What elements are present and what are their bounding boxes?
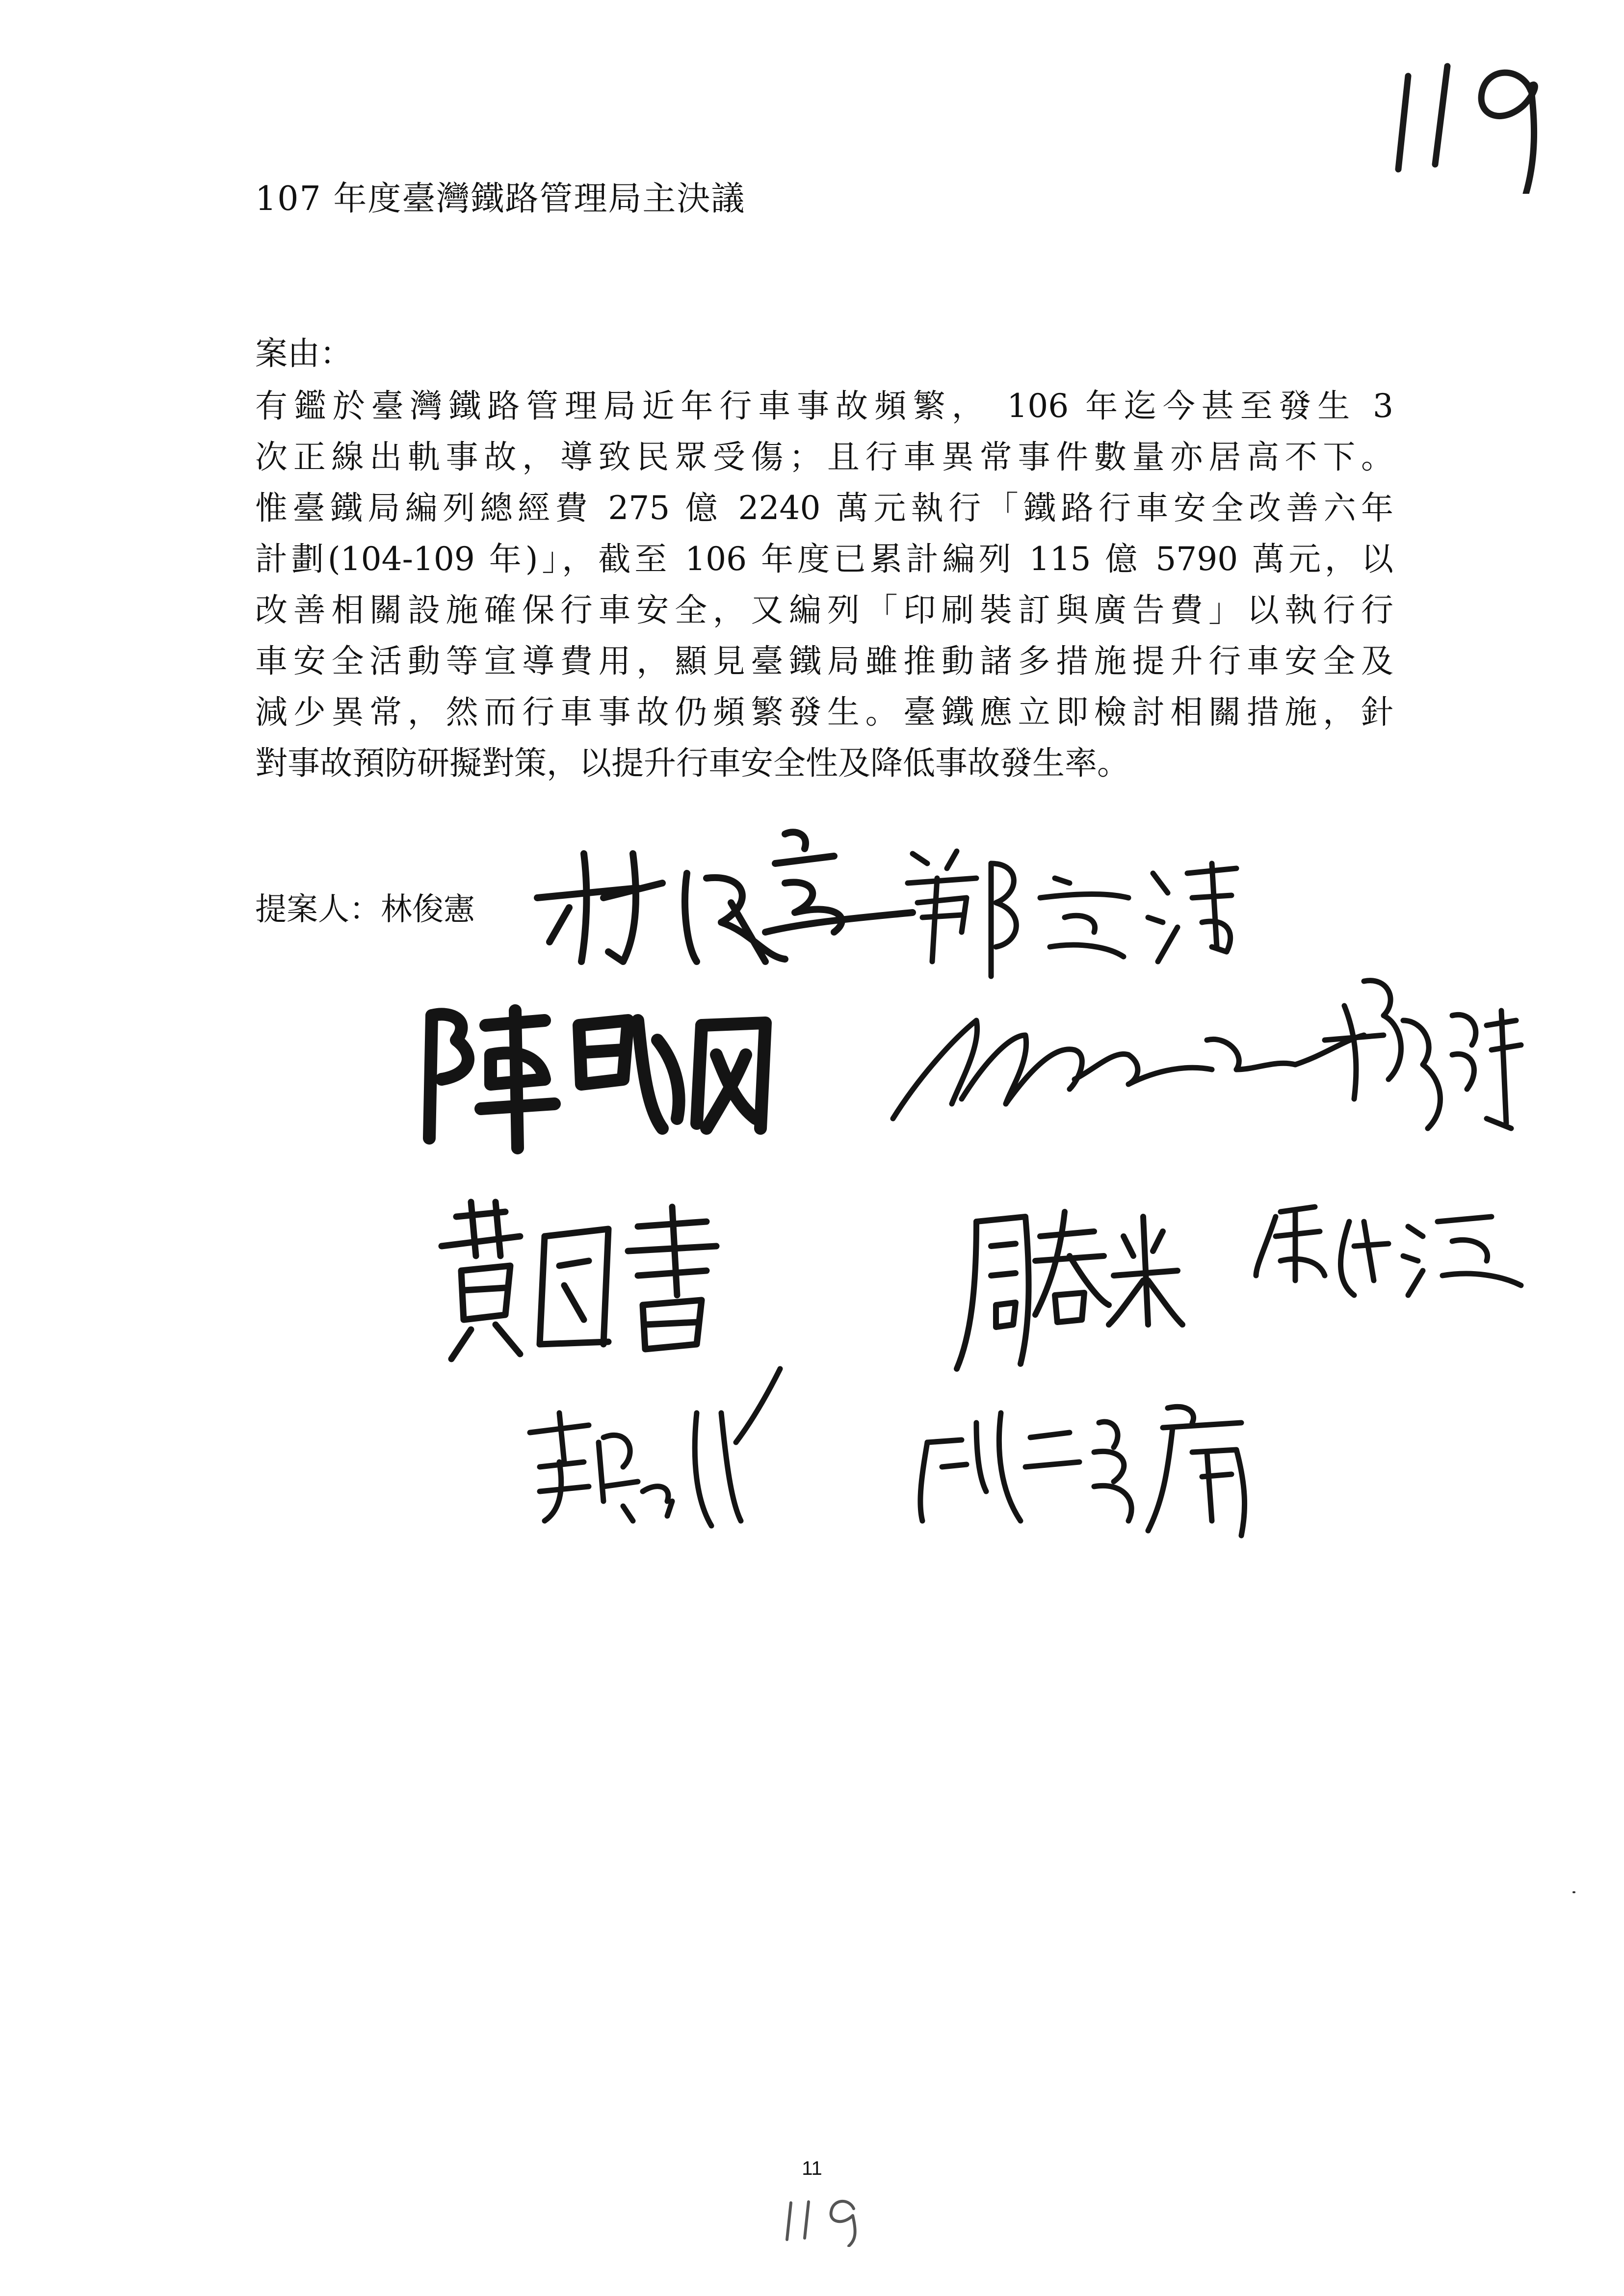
signature-6 bbox=[442, 1202, 716, 1359]
case-line: 有鑑於臺灣鐵路管理局近年行車事故頻繁， 106 年迄今甚至發生 3 bbox=[255, 387, 1393, 425]
scan-speck bbox=[1572, 1891, 1575, 1893]
signature-9 bbox=[530, 1369, 780, 1526]
signature-3 bbox=[429, 1011, 765, 1148]
case-line: 減少異常，然而行車事故仍頻繁發生。臺鐵應立即檢討相關措施，針 bbox=[255, 693, 1393, 731]
proposer-label: 提案人：林俊憲 bbox=[255, 891, 475, 928]
signature-7 bbox=[957, 1212, 1182, 1369]
signature-1 bbox=[537, 832, 913, 962]
document-title: 107 年度臺灣鐵路管理局主決議 bbox=[255, 180, 746, 218]
case-line: 惟臺鐵局編列總經費 275 億 2240 萬元執行「鐵路行車安全改善六年 bbox=[255, 489, 1393, 527]
case-line: 計劃(104-109 年)」，截至 106 年度已累計編列 115 億 5790 萬元，以 bbox=[255, 540, 1393, 578]
page-number: 11 bbox=[802, 2158, 822, 2179]
signature-4 bbox=[893, 1020, 1364, 1119]
signature-2 bbox=[908, 851, 1236, 976]
case-line: 對事故預防研擬對策，以提升行車安全性及降低事故發生率。 bbox=[255, 744, 1129, 782]
signature-10 bbox=[920, 1407, 1245, 1536]
case-line: 改善相關設施確保行車安全，又編列「印刷裝訂與廣告費」以執行行 bbox=[255, 591, 1393, 629]
case-body bbox=[255, 381, 1393, 789]
case-line: 次正線出軌事故，導致民眾受傷；且行車異常事件數量亦居高不下。 bbox=[255, 438, 1393, 476]
signature-5 bbox=[1325, 981, 1521, 1128]
signature-8 bbox=[1256, 1207, 1521, 1295]
handwritten-page-stamp bbox=[780, 2193, 868, 2247]
case-line: 車安全活動等宣導費用，顯見臺鐵局雖推動諸多措施提升行車安全及 bbox=[255, 642, 1393, 680]
handwritten-page-number bbox=[1388, 47, 1565, 194]
case-heading: 案由： bbox=[255, 335, 352, 372]
